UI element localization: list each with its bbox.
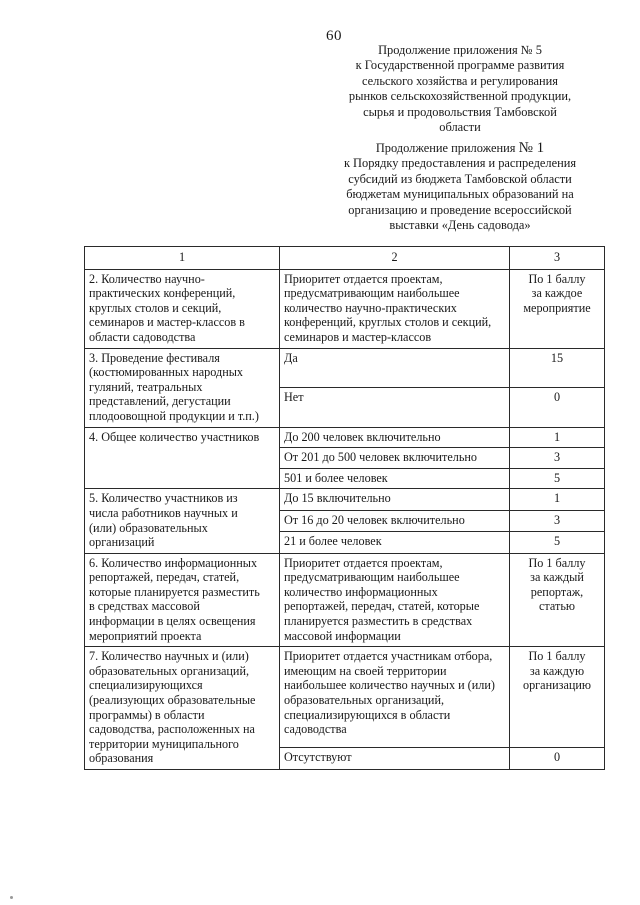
points-cell: По 1 баллу за каждое мероприятие [510,269,605,348]
points-cell: По 1 баллу за каждую организацию [510,647,605,748]
option-cell: 501 и более человек [280,468,510,489]
appendix-1-title-number: № 1 [518,140,545,156]
criterion-cell: 4. Общее количество участников [85,427,280,489]
column-number-cell: 1 [85,247,280,270]
option-cell: Нет [280,388,510,427]
points-cell: 15 [510,348,605,387]
points-cell: 1 [510,489,605,510]
points-cell: 0 [510,747,605,769]
appendix-1-title-prefix: Продолжение приложения [375,141,516,155]
appendix-1-header [320,141,600,233]
column-number-cell: 2 [280,247,510,270]
appendix-5-line: сельского хозяйства и регулирования [362,73,558,88]
points-cell: 3 [510,448,605,469]
table-row [85,348,605,387]
appendix-1-title [320,141,600,156]
option-cell: От 201 до 500 человек включительно [280,448,510,469]
option-cell: 21 и более человек [280,532,510,553]
criterion-cell: 5. Количество участников из числа работников научных и (или) образовательных организаций [85,489,280,553]
points-cell: 0 [510,388,605,427]
option-cell: До 15 включительно [280,489,510,510]
column-number-row [85,247,605,270]
appendix-1-line: к Порядку предоставления и распределения [343,156,577,171]
table-row [85,427,605,448]
criterion-cell: 3. Проведение фестиваля (костюмированных народных гуляний, театральных представлений, дегустации плодоовощной продукции и т.п.) [85,348,280,427]
option-cell: От 16 до 20 человек включительно [280,510,510,531]
points-cell: 5 [510,532,605,553]
criteria-table [84,246,605,770]
option-cell: Приоритет отдается проектам, предусматривающим наибольшее количество научно-практических конференций, круглых столов и секций, семинаров и мастер-классов [280,269,510,348]
criterion-cell: 6. Количество информационных репортажей, передач, статей, которые планируется разместить в средствах массовой информации в целях освещения мероприятий проекта [85,553,280,647]
option-cell: Отсутствуют [280,747,510,769]
points-cell: 5 [510,468,605,489]
appendix-1-line: бюджетам муниципальных образований на [346,187,574,202]
appendix-5-header [320,43,600,135]
appendix-5-line: области [439,120,481,135]
criterion-cell: 2. Количество научно- практических конференций, круглых столов и секций, семинаров и мастер-классов в области садоводства [85,269,280,348]
appendix-1-line: организацию и проведение всероссийской [348,202,572,217]
appendix-5-title: Продолжение приложения № 5 [378,43,542,57]
criterion-cell: 7. Количество научных и (или) образовательных организаций, специализирующихся (реализующих образовательные программы) в области садоводства, расположенных на территории муниципального образования [85,647,280,770]
appendix-5-line: сырья и продовольствия Тамбовской [363,104,557,119]
appendix-5-line: к Государственной программе развития [355,58,565,73]
option-cell: До 200 человек включительно [280,427,510,448]
option-cell: Да [280,348,510,387]
appendix-5-line: рынков сельскохозяйственной продукции, [348,89,572,104]
table-row [85,269,605,348]
table-row [85,647,605,748]
table-row [85,553,605,647]
appendix-1-line: субсидий из бюджета Тамбовской области [348,171,572,186]
option-cell: Приоритет отдается проектам, предусматривающим наибольшее количество информационных репортажей, передач, статей, которые планируется разместить в средствах массовой информации [280,553,510,647]
scan-dot [10,896,13,899]
points-cell: 1 [510,427,605,448]
table-row [85,489,605,510]
appendix-1-line: выставки «День садовода» [389,218,531,233]
points-cell: 3 [510,510,605,531]
page-number: 60 [326,28,342,44]
column-number-cell: 3 [510,247,605,270]
option-cell: Приоритет отдается участникам отбора, имеющим на своей территории наибольшее количество научных и (или) образовательных организаций, специализирующихся в области садоводства [280,647,510,748]
points-cell: По 1 баллу за каждый репортаж, статью [510,553,605,647]
